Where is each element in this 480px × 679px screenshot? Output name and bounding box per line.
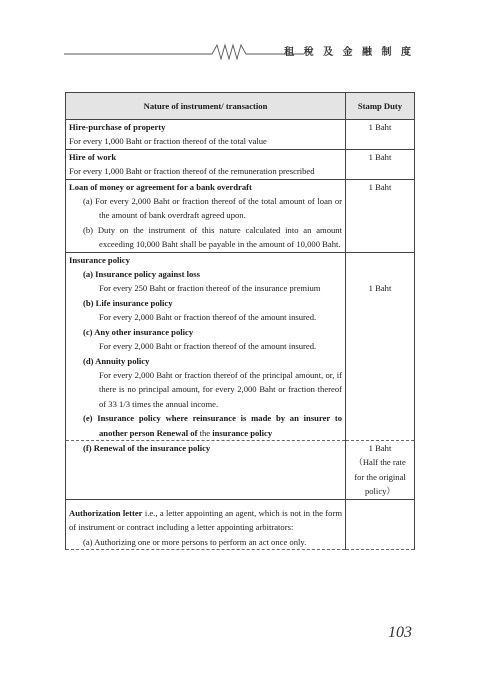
- duty-cell: 1 Baht: [346, 149, 415, 179]
- row-title: Hire-purchase of property: [69, 122, 166, 132]
- instrument-cell: [66, 499, 346, 549]
- column-header-instrument: Nature of instrument/ transaction: [66, 93, 346, 120]
- row-subtitle: (a) Insurance policy against loss: [83, 269, 200, 280]
- table-row: [66, 179, 415, 252]
- table-header-row: [66, 93, 415, 120]
- column-header-duty: Stamp Duty: [346, 93, 415, 120]
- row-subtitle: (c) Any other insurance policy: [83, 326, 194, 337]
- duty-value: 1 Baht: [368, 283, 392, 294]
- duty-cell: [346, 440, 415, 499]
- row-item: (a) For every 2,000 Baht or fraction thereof of the total amount of loan or the amount of bank overdraft agreed upon.: [83, 196, 342, 221]
- table-row: [66, 149, 415, 179]
- instrument-cell: [66, 440, 346, 499]
- duty-cell: 1 Baht: [346, 179, 415, 252]
- row-item: (b) Duty on the instrument of this nature calculated into an amount exceeding 10,000 Baht shall be payable in the amount of 10,000 Baht.: [83, 224, 342, 250]
- row-subtitle: (d) Annuity policy: [83, 355, 150, 366]
- row-title: Insurance policy: [69, 254, 130, 265]
- row-text-part: i.e., a letter appointing an agent, which is not in the form of instrument or contract including a letter appointing arbitrators:: [69, 507, 343, 533]
- table-row: [66, 252, 415, 440]
- table-row: [66, 499, 415, 549]
- duty-note: （Half the rate for the original policy）: [354, 457, 406, 497]
- instrument-cell: [66, 120, 346, 150]
- row-text: [69, 506, 342, 535]
- row-title: Authorization letter: [69, 507, 143, 518]
- row-subtitle: (b) Life insurance policy: [83, 297, 173, 308]
- row-title: Hire of work: [69, 151, 117, 162]
- row-text: For every 250 Baht or fraction thereof of the insurance premium: [99, 283, 321, 294]
- page-header: [64, 42, 416, 62]
- row-text: For every 1,000 Baht or fraction thereof of the remuneration prescribed: [69, 166, 315, 177]
- instrument-cell: [66, 252, 346, 440]
- row-text: For every 1,000 Baht or fraction thereof of the total value: [69, 136, 267, 147]
- duty-value: 1 Baht: [368, 442, 392, 453]
- row-text: For every 2,000 Baht or fraction thereof of the principal amount, or, if there is no principal amount, for every 2,000 Baht or fraction thereof of 33 1/3 times the annual income.: [99, 369, 342, 409]
- table-row: [66, 440, 415, 499]
- page-number: 103: [388, 624, 412, 641]
- row-subtitle-part: the: [199, 427, 211, 438]
- row-subtitle: (f) Renewal of the insurance policy: [83, 442, 211, 453]
- duty-cell: 1 Baht: [346, 120, 415, 150]
- stamp-duty-table: [65, 92, 415, 550]
- row-text: For every 2,000 Baht or fraction thereof of the amount insured.: [99, 341, 317, 352]
- row-item: (a) Authorizing one or more persons to perform an act once only.: [83, 536, 307, 547]
- table-row: [66, 120, 415, 150]
- row-subtitle-e: [69, 411, 342, 440]
- duty-cell: [346, 499, 415, 549]
- instrument-cell: [66, 179, 346, 252]
- row-subtitle-part: (e) Insurance policy where reinsurance is made by an insurer to another person Renewal of: [83, 413, 342, 438]
- row-title: Loan of money or agreement for a bank overdraft: [69, 181, 252, 192]
- instrument-cell: [66, 149, 346, 179]
- row-text: For every 2,000 Baht or fraction thereof of the amount insured.: [99, 312, 317, 323]
- header-title: 租 稅 及 金 融 制 度: [284, 47, 414, 58]
- duty-cell: [346, 252, 415, 440]
- row-subtitle-part: insurance policy: [212, 427, 273, 438]
